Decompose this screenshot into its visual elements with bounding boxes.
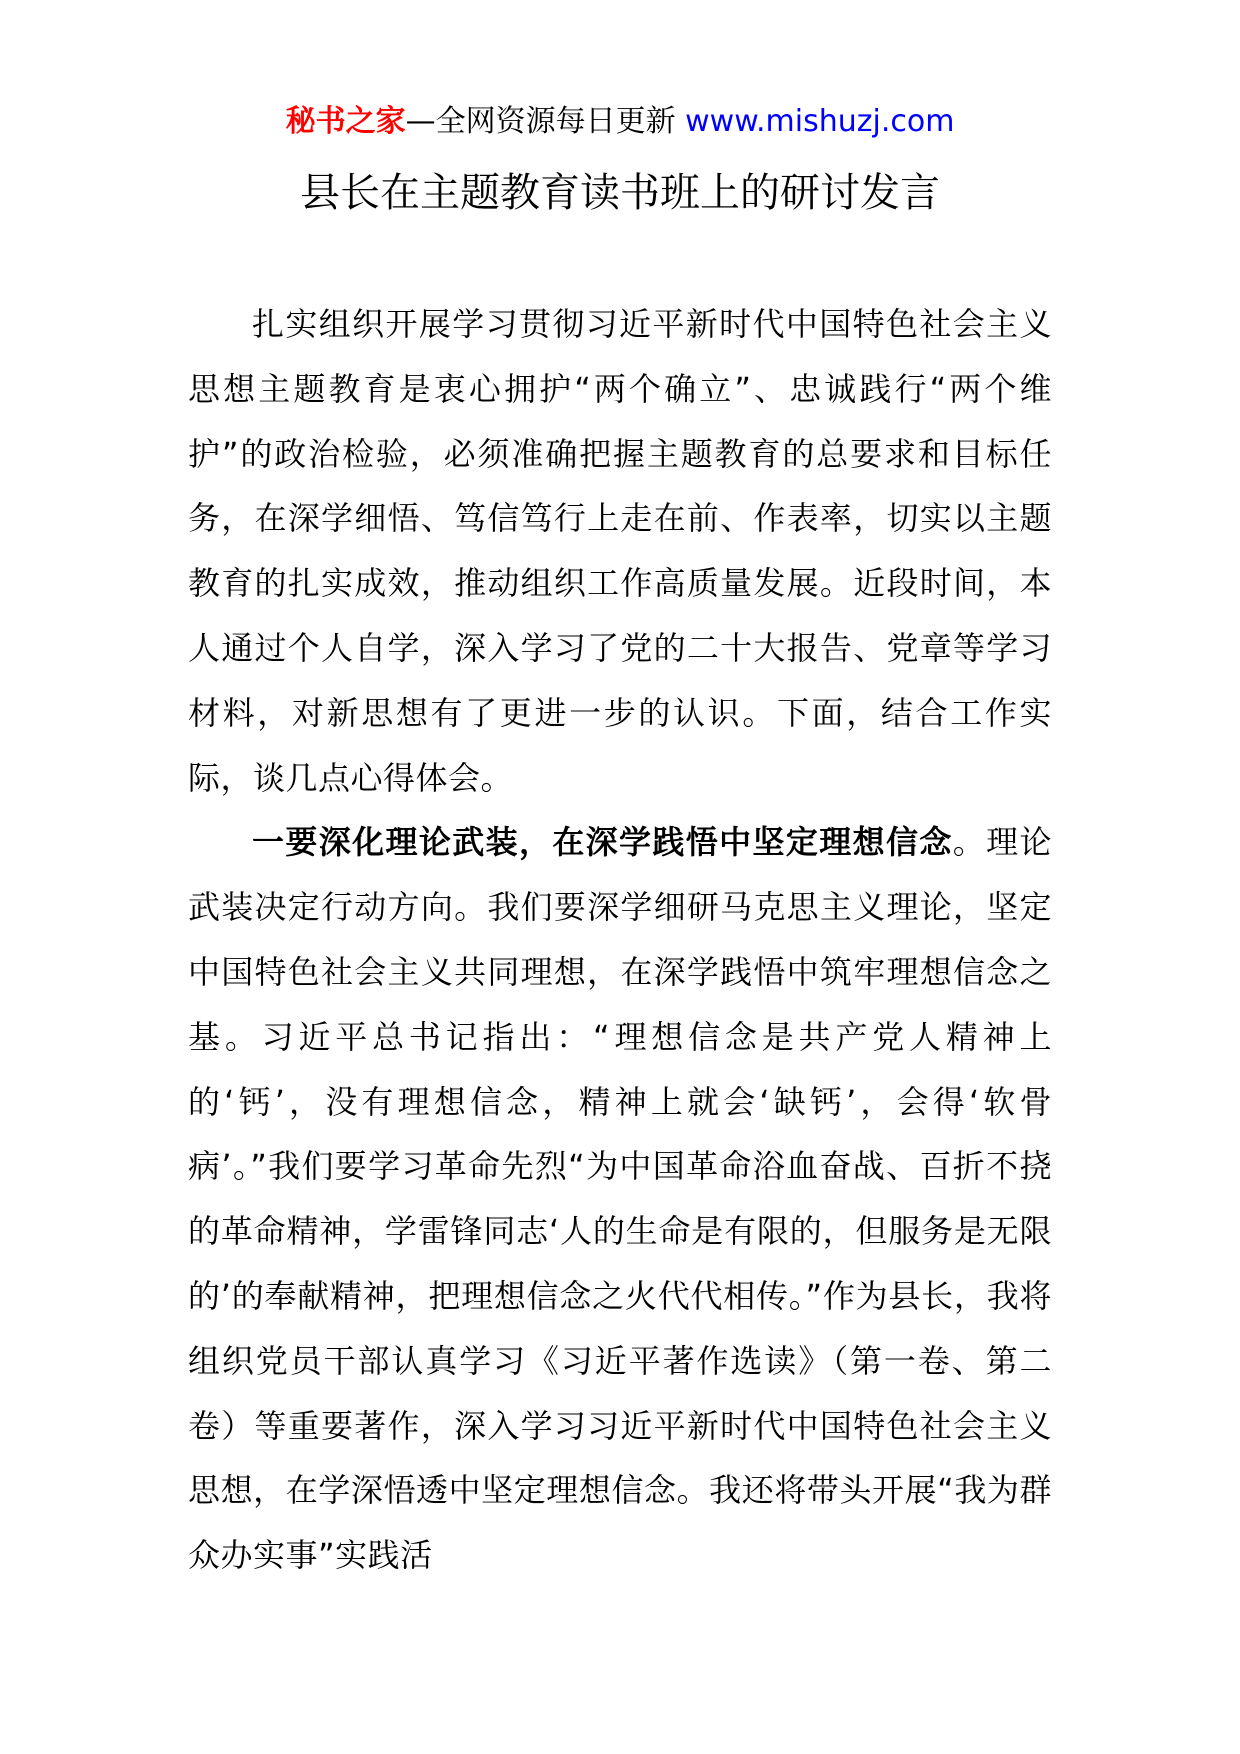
paragraph-text: 扎实组织开展学习贯彻习近平新时代中国特色社会主义思想主题教育是衷心拥护“两个确立”、忠诚践行“两个维护”的政治检验，必须准确把握主题教育的总要求和目标任务，在深学细悟、笃信笃行上走在前、作表率，切实以主题教育的扎实成效，推动组织工作高质量发展。近段时间，本人通过个人自学，深入学习了党的二十大报告、党章等学习材料，对新思想有了更进一步的认识。下面，结合工作实际，谈几点心得体会。	[188, 305, 1052, 797]
point-one-paragraph	[188, 810, 1052, 1588]
paragraph-lead-heading: 一要深化理论武装，在深学践悟中坚定理想信念	[252, 823, 953, 862]
intro-paragraph	[188, 292, 1052, 810]
site-url-link[interactable]: www.mishuzj.com	[685, 104, 955, 139]
document-body	[188, 292, 1052, 1588]
header-tagline: —全网资源每日更新	[405, 104, 676, 139]
document-title: 县长在主题教育读书班上的研讨发言	[300, 170, 940, 216]
brand-name: 秘书之家	[285, 104, 406, 139]
watermark-header	[0, 102, 1240, 142]
paragraph-text: 。理论武装决定行动方向。我们要深学细研马克思主义理论，坚定中国特色社会主义共同理想，在深学践悟中筑牢理想信念之基。习近平总书记指出：“理想信念是共产党人精神上的‘钙’，没有理想信念，精神上就会‘缺钙’，会得‘软骨病’。”我们要学习革命先烈“为中国革命浴血奋战、百折不挠的革命精神，学雷锋同志‘人的生命是有限的，但服务是无限的’的奉献精神，把理想信念之火代代相传。”作为县长，我将组织党员干部认真学习《习近平著作选读》（第一卷、第二卷）等重要著作，深入学习习近平新时代中国特色社会主义思想，在学深悟透中坚定理想信念。我还将带头开展“我为群众办实事”实践活	[188, 823, 1052, 1575]
